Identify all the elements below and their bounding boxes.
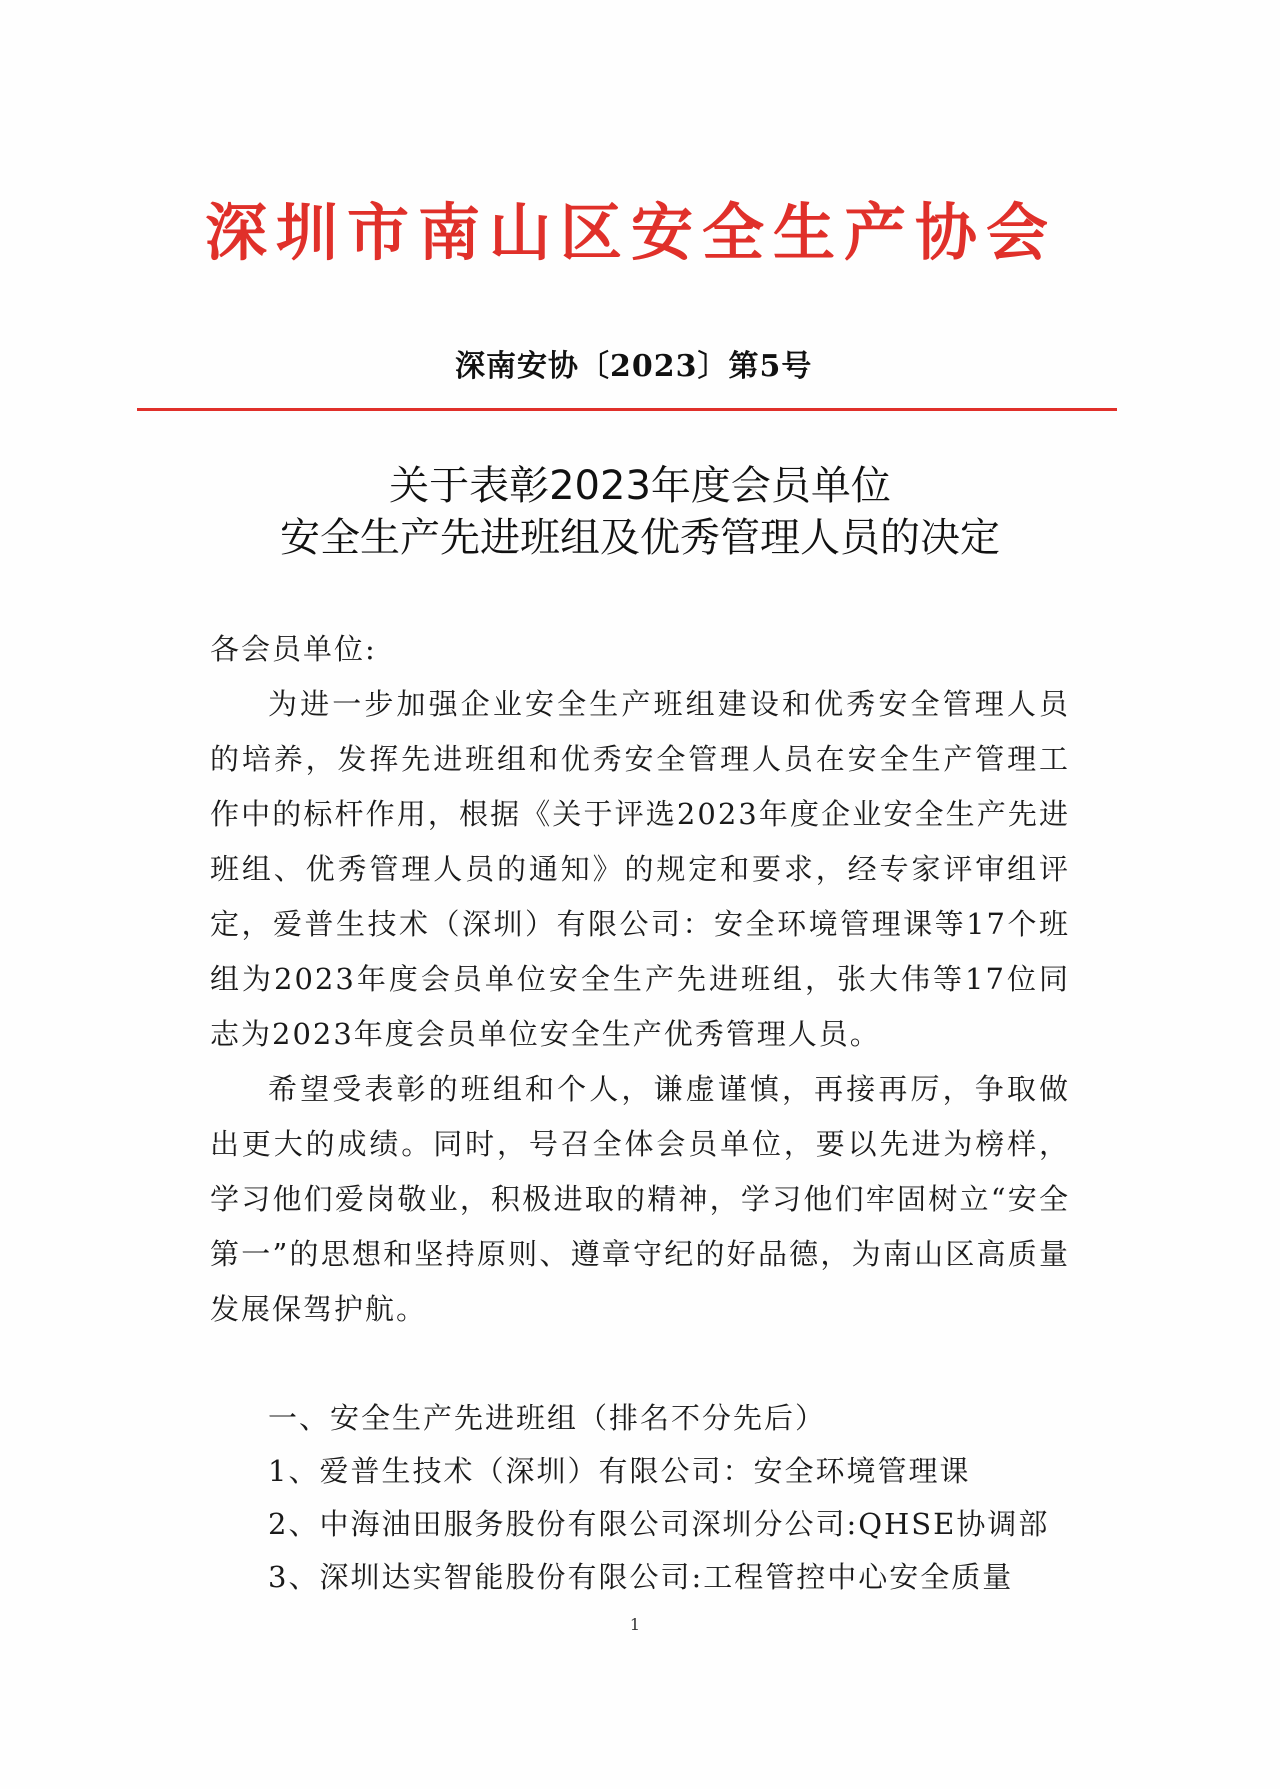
document-body xyxy=(210,622,1070,1337)
document-number: 深南安协〔2023〕第5号 xyxy=(455,349,813,384)
list-item: 2、中海油田服务股份有限公司深圳分公司:QHSE协调部 xyxy=(268,1507,1050,1541)
list-item: 1、爱普生技术（深圳）有限公司：安全环境管理课 xyxy=(268,1454,971,1488)
issuing-organization-header: 深圳市南山区安全生产协会 xyxy=(205,196,1058,269)
paragraph-2: 希望受表彰的班组和个人，谦虚谨慎，再接再厉，争取做出更大的成绩。同时，号召全体会员单位，要以先进为榜样，学习他们爱岗敬业，积极进取的精神，学习他们牢固树立“安全第一”的思想和坚持原则、遵章守纪的好品德，为南山区高质量发展保驾护航。 xyxy=(210,1072,1070,1326)
award-list xyxy=(268,1392,1078,1604)
title-line-2: 安全生产先进班组及优秀管理人员的决定 xyxy=(280,515,1000,561)
title-line-1: 关于表彰2023年度会员单位 xyxy=(389,463,891,509)
salutation: 各会员单位: xyxy=(210,632,377,666)
red-divider-line xyxy=(137,408,1117,411)
paragraph-1: 为进一步加强企业安全生产班组建设和优秀安全管理人员的培养，发挥先进班组和优秀安全管理人员在安全生产管理工作中的标杆作用，根据《关于评选2023年度企业安全生产先进班组、优秀管理人员的通知》的规定和要求，经专家评审组评定，爱普生技术（深圳）有限公司：安全环境管理课等17个班组为2023年度会员单位安全生产先进班组，张大伟等17位同志为2023年度会员单位安全生产优秀管理人员。 xyxy=(210,687,1070,1051)
list-item: 3、深圳达实智能股份有限公司:工程管控中心安全质量 xyxy=(268,1560,1014,1594)
page-number: 1 xyxy=(629,1615,641,1634)
list-heading: 一、安全生产先进班组（排名不分先后） xyxy=(268,1401,827,1435)
document-title xyxy=(150,460,1130,564)
